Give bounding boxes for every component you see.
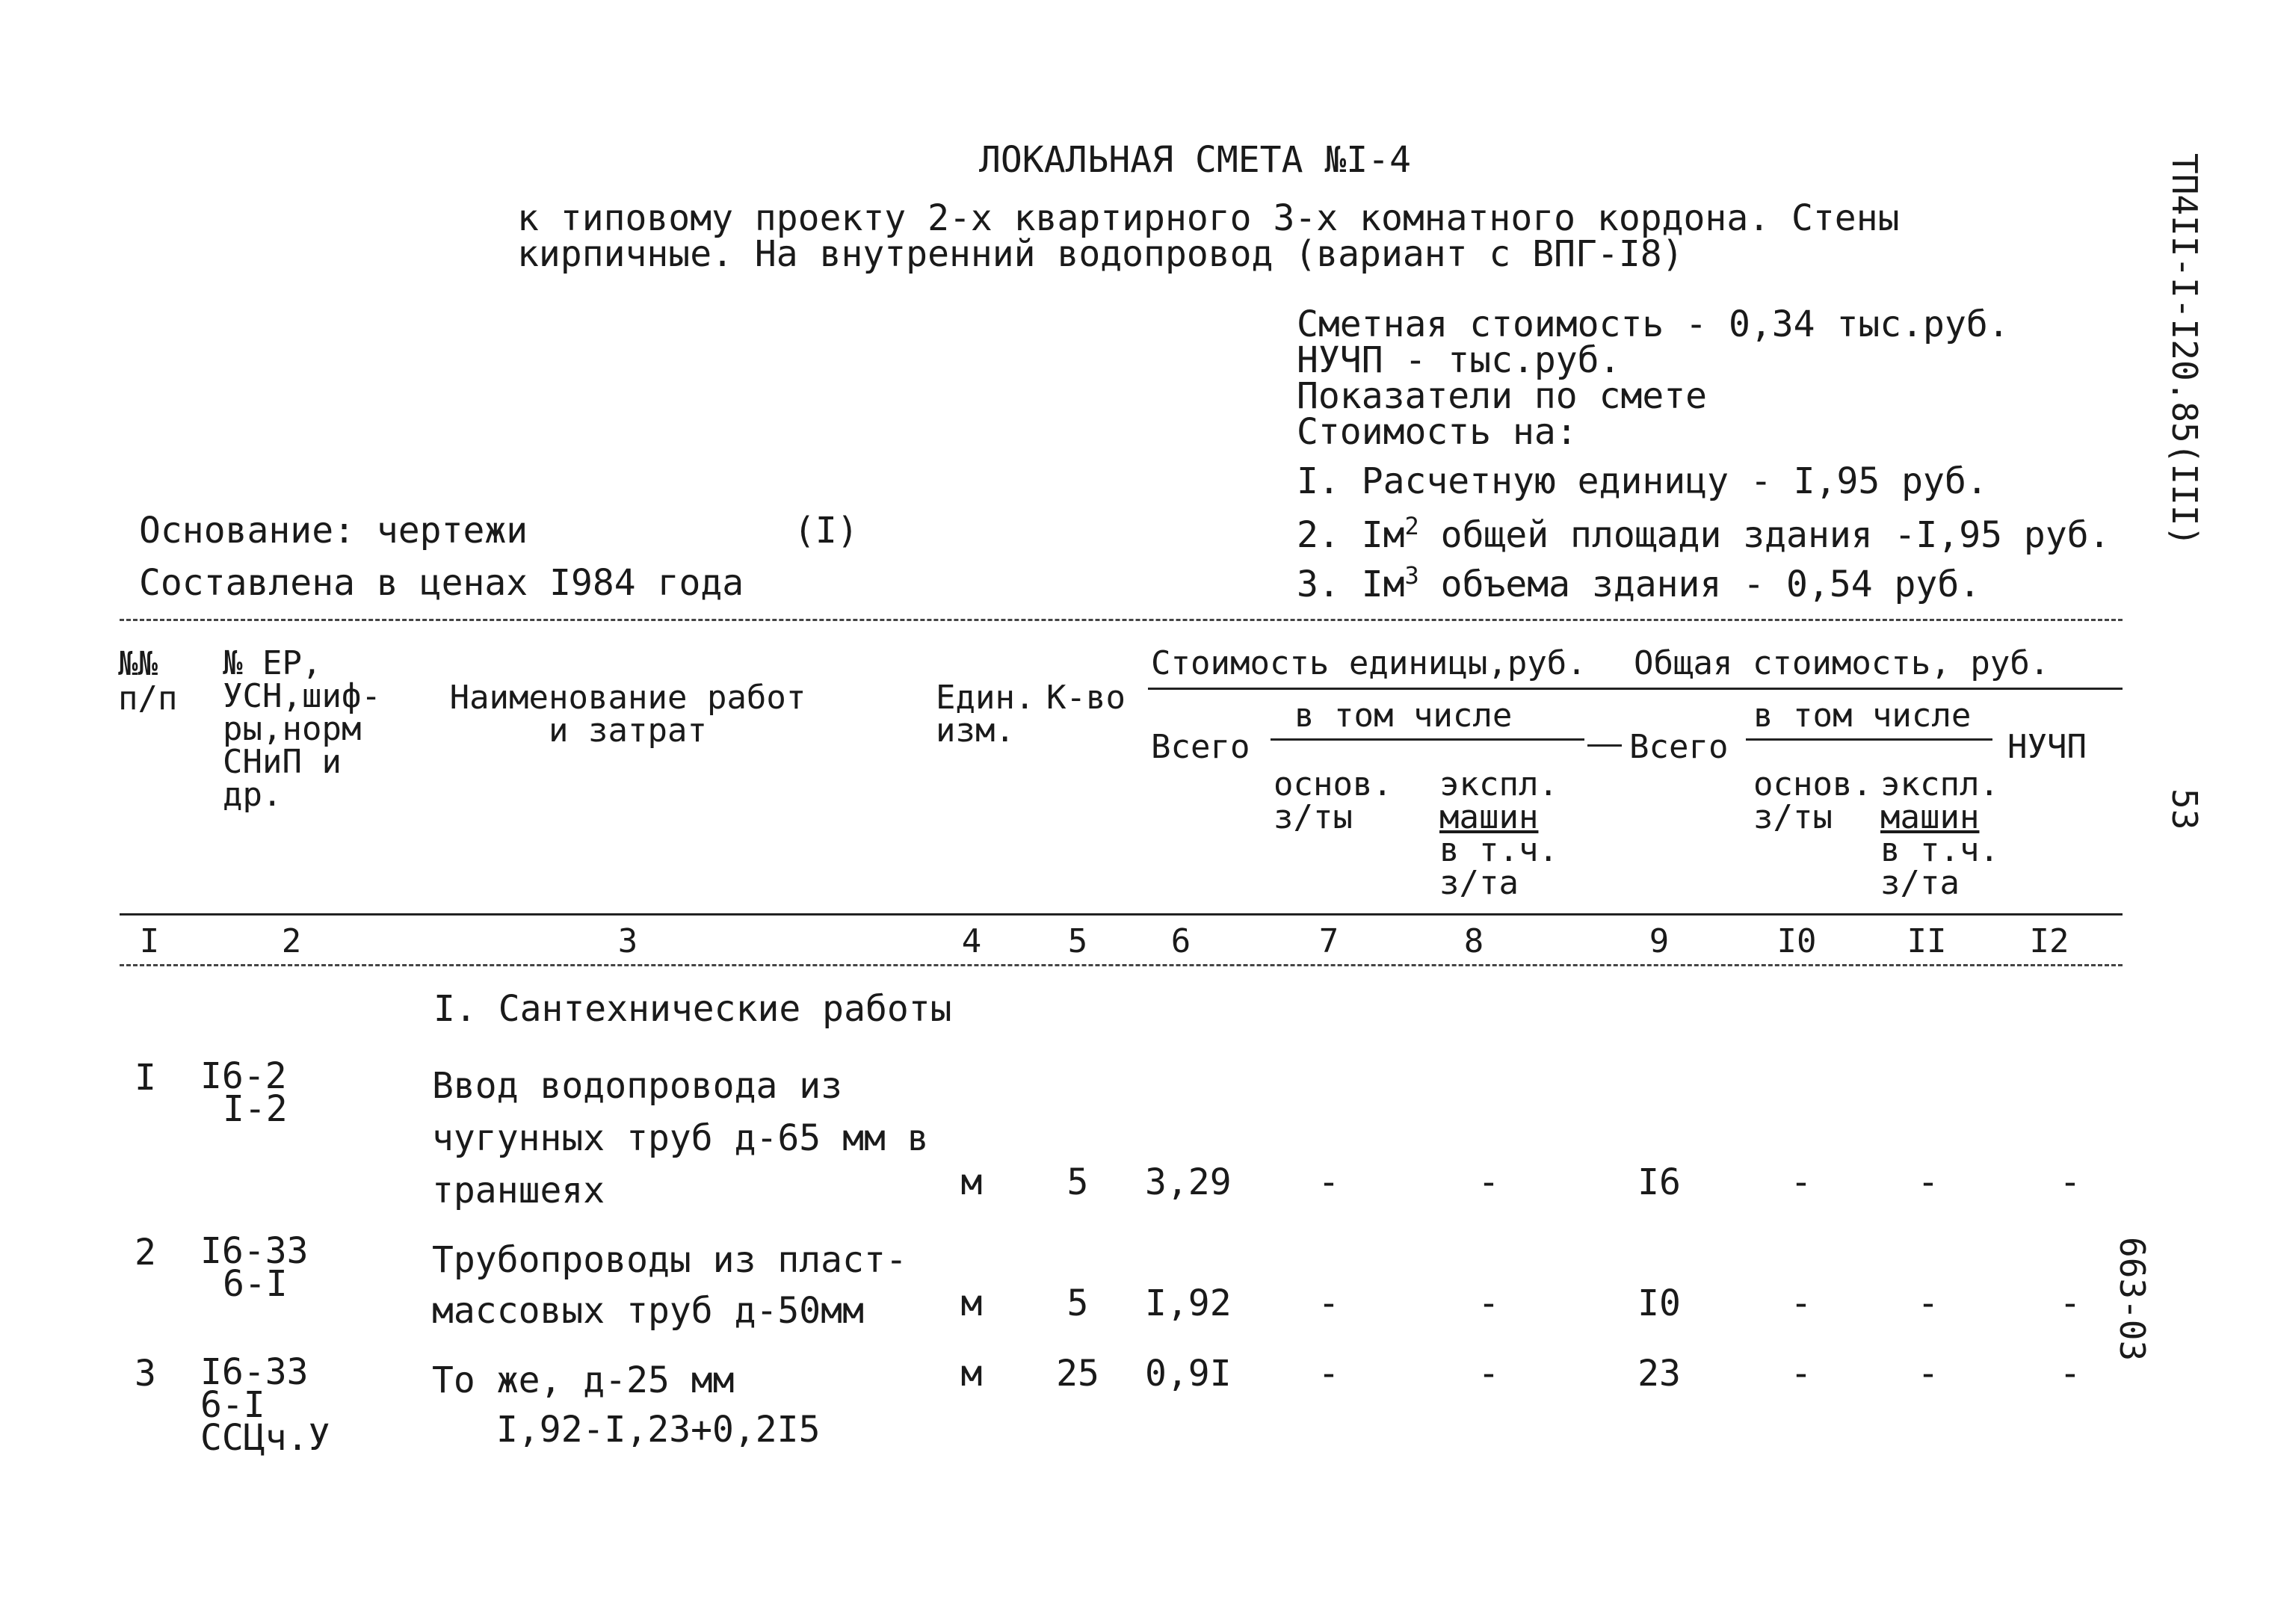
row-nuchp: - — [2059, 1161, 2081, 1203]
document-title: ЛОКАЛЬНАЯ СМЕТА №I-4 — [979, 139, 1411, 181]
indicator-3 — [1297, 561, 1981, 605]
colnum-6: 6 — [1170, 922, 1191, 960]
table-top-rule — [120, 619, 2123, 621]
header-unit-incl-rule — [1271, 738, 1584, 741]
basis-ref: (I) — [794, 510, 859, 552]
colnum-12: I2 — [2029, 922, 2069, 960]
header-unit-machines-line3: в т.ч. — [1439, 831, 1558, 869]
row-code-line2: 6-I — [223, 1263, 288, 1305]
header-overall-total: Всего — [1629, 728, 1729, 766]
row-name-line1: То же, д-25 мм — [432, 1359, 735, 1401]
colnum-11: II — [1907, 922, 1947, 960]
colnum-1: I — [139, 922, 160, 960]
indicators-label: Показатели по смете — [1297, 375, 1708, 417]
indicator-3-b: объема здания - 0,54 руб. — [1418, 564, 1981, 605]
row-number: 3 — [135, 1353, 156, 1395]
indicator-2-a: 2. Iм — [1297, 514, 1405, 556]
row-code-line1: I6-33 — [200, 1351, 309, 1393]
header-unit-wage-line2: з/ты — [1274, 798, 1353, 836]
header-col2-line5: др. — [223, 776, 283, 814]
row-wage: - — [1790, 1353, 1812, 1395]
header-unit-machines-line4: з/та — [1439, 864, 1519, 902]
header-col3-line2: и затрат — [549, 711, 707, 750]
row-nuchp: - — [2059, 1353, 2081, 1395]
row-qty: 5 — [1066, 1282, 1089, 1324]
header-col1-line2: п/п — [118, 679, 178, 717]
header-unit-total: Всего — [1151, 728, 1250, 766]
section-title: I. Сантехнические работы — [433, 988, 952, 1030]
indicator-1: I. Расчетную единицу - I,95 руб. — [1297, 460, 1988, 502]
colnum-3: 3 — [617, 922, 638, 960]
basis-line1: Основание: чертежи — [139, 510, 528, 552]
document-subtitle-line1: к типовому проекту 2-х квартирного 3-х комнатного кордона. Стены — [517, 197, 1900, 239]
row-name-line1: Трубопроводы из пласт- — [432, 1239, 907, 1281]
header-nuchp: НУЧП — [2007, 728, 2087, 766]
colnum-10: I0 — [1776, 922, 1817, 960]
header-col4-line2: изм. — [936, 711, 1015, 750]
row-unit-wage: - — [1318, 1353, 1340, 1395]
row-unit: м — [960, 1282, 983, 1324]
cost-on-label: Стоимость на: — [1297, 411, 1578, 453]
header-col2-line4: СНиП и — [223, 743, 342, 781]
row-unit-machines: - — [1478, 1161, 1500, 1203]
margin-document-number: 663-03 — [2112, 1237, 2152, 1362]
header-overall-machines — [1880, 765, 1999, 902]
row-machines: - — [1917, 1282, 1939, 1324]
header-dash-rule — [1587, 744, 1622, 747]
header-col3 — [426, 679, 830, 750]
colnum-7: 7 — [1318, 922, 1339, 960]
row-wage: - — [1790, 1161, 1812, 1203]
row-code-line2: 6-I — [200, 1384, 265, 1426]
row-code-line3: ССЦч.У — [200, 1417, 330, 1459]
header-col2 — [223, 644, 381, 814]
row-name-line3: траншеях — [432, 1170, 605, 1211]
row-total: 23 — [1637, 1353, 1681, 1395]
row-code — [200, 1055, 288, 1130]
row-number: 2 — [135, 1232, 156, 1273]
header-unit-wage-line1: основ. — [1274, 765, 1392, 803]
row-name — [432, 1060, 929, 1217]
indicator-2-sup: 2 — [1404, 512, 1419, 540]
colnum-4: 4 — [961, 922, 982, 960]
row-machines: - — [1917, 1161, 1939, 1203]
margin-project-code: ТП4II-I-I20.85(III) — [2164, 153, 2205, 547]
indicator-2-b: общей площади здания -I,95 руб. — [1418, 514, 2111, 556]
header-overall-incl-rule — [1746, 738, 1992, 741]
header-overall-machines-line3: в т.ч. — [1880, 831, 1999, 869]
header-unit-machines — [1439, 765, 1558, 902]
header-overall-wage-line1: основ. — [1753, 765, 1872, 803]
header-total-cost: Общая стоимость, руб. — [1634, 644, 2050, 682]
header-bottom-rule — [120, 913, 2123, 916]
row-nuchp: - — [2059, 1282, 2081, 1324]
indicator-3-sup: 3 — [1404, 561, 1419, 590]
row-name — [432, 1356, 820, 1454]
row-unit: м — [960, 1353, 983, 1395]
header-unit-machines-line2: машин — [1439, 798, 1539, 836]
document-subtitle-line2: кирпичные. На внутренний водопровод (вариант с ВПГ-I8) — [517, 233, 1684, 275]
row-name-line1: Ввод водопровода из — [432, 1065, 843, 1107]
row-code-line2: I-2 — [223, 1088, 288, 1130]
row-total: I0 — [1637, 1282, 1681, 1324]
colnum-2: 2 — [281, 922, 302, 960]
row-machines: - — [1917, 1353, 1939, 1395]
indicator-2 — [1297, 512, 2111, 556]
row-unit-wage: - — [1318, 1282, 1340, 1324]
row-total: I6 — [1637, 1161, 1681, 1203]
header-unit-machines-line1: экспл. — [1439, 765, 1558, 803]
estimated-cost: Сметная стоимость - 0,34 тыс.руб. — [1297, 303, 2010, 345]
row-wage: - — [1790, 1282, 1812, 1324]
row-unit-total: 3,29 — [1145, 1161, 1232, 1203]
header-col2-line2: УСН,шиф- — [223, 677, 381, 715]
header-col3-line1: Наименование работ — [449, 679, 806, 717]
header-unit-wage — [1274, 765, 1392, 836]
header-overall-wage — [1753, 765, 1872, 836]
row-qty: 25 — [1056, 1353, 1099, 1395]
header-col1-line1: №№ — [118, 645, 158, 683]
colnum-bottom-rule — [120, 964, 2123, 966]
header-unit-cost: Стоимость единицы,руб. — [1151, 644, 1587, 682]
header-col1 — [118, 647, 177, 716]
row-unit-wage: - — [1318, 1161, 1340, 1203]
header-overall-machines-line4: з/та — [1880, 864, 1960, 902]
row-name — [432, 1235, 907, 1336]
header-col2-line3: ры,норм — [223, 710, 362, 748]
row-unit-machines: - — [1478, 1353, 1500, 1395]
header-overall-incl: в том числе — [1753, 697, 1972, 735]
margin-page-number: 53 — [2164, 788, 2205, 830]
header-overall-machines-line1: экспл. — [1880, 765, 1999, 803]
header-overall-machines-line2: машин — [1880, 798, 1980, 836]
row-code — [200, 1351, 330, 1459]
row-number: I — [135, 1057, 156, 1099]
header-col5: К-во — [1046, 679, 1126, 717]
header-overall-wage-line2: з/ты — [1753, 798, 1833, 836]
colnum-8: 8 — [1463, 922, 1484, 960]
header-unit-incl: в том числе — [1294, 697, 1513, 735]
header-col4-line1: Един. — [936, 679, 1035, 717]
colnum-5: 5 — [1067, 922, 1088, 960]
row-code-line1: I6-33 — [200, 1230, 309, 1272]
row-unit-total: 0,9I — [1145, 1353, 1232, 1395]
row-unit-total: I,92 — [1145, 1282, 1232, 1324]
indicator-3-a: 3. Iм — [1297, 564, 1405, 605]
colnum-9: 9 — [1649, 922, 1670, 960]
row-code — [200, 1230, 309, 1305]
basis-line2: Составлена в ценах I984 года — [139, 562, 744, 604]
row-qty: 5 — [1066, 1161, 1089, 1203]
header-group-rule — [1148, 688, 2123, 690]
row-unit: м — [960, 1161, 983, 1203]
row-unit-machines: - — [1478, 1282, 1500, 1324]
header-col2-line1: № ЕР, — [223, 644, 322, 682]
row-name-line2: I,92-I,23+0,2I5 — [496, 1409, 821, 1451]
row-name-line2: массовых труб д-50мм — [432, 1290, 864, 1332]
row-code-line1: I6-2 — [200, 1055, 287, 1097]
nuchp-cost: НУЧП - тыс.руб. — [1297, 339, 1621, 381]
header-col4 — [936, 679, 1035, 750]
row-name-line2: чугунных труб д-65 мм в — [432, 1117, 929, 1159]
